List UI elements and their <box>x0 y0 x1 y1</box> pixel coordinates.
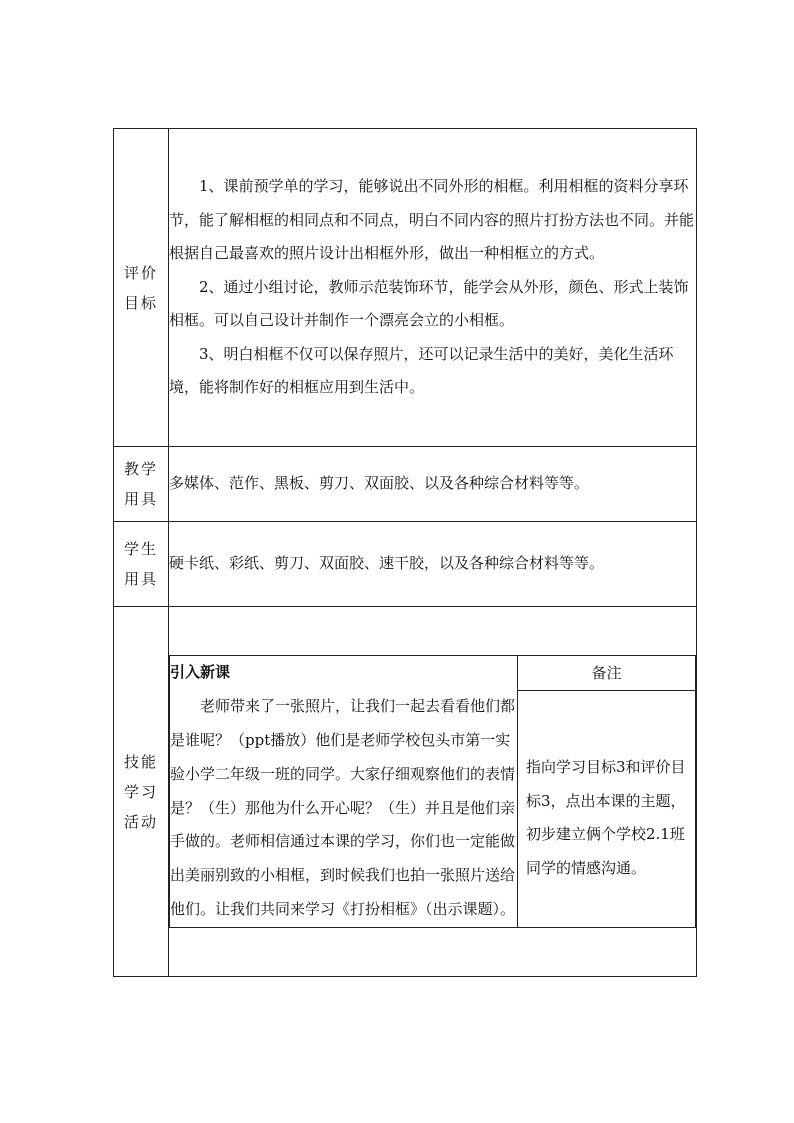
teaching-tools-label-line1: 教学 <box>123 460 158 478</box>
evaluation-content <box>169 129 697 447</box>
skills-heading: 引入新课 <box>170 663 231 682</box>
skills-label-line2: 学习 <box>123 782 158 801</box>
student-tools-label <box>114 522 169 607</box>
evaluation-paragraph-1: 1、课前预学单的学习，能够说出不同外形的相框。利用相框的资料分享环节，能了解相框的相同点和不同点，明白不同内容的照片打扮方法也不同。并能根据自己最喜欢的照片设计出相框外形，做出一种相框立的方式。 <box>169 177 695 263</box>
teaching-tools-text: 多媒体、范作、黑板、剪刀、双面胶、以及各种综合材料等等。 <box>169 474 590 493</box>
student-tools-text: 硬卡纸、彩纸、剪刀、双面胶、速干胶，以及各种综合材料等等。 <box>169 554 605 573</box>
teaching-tools-label <box>114 447 169 522</box>
student-tools-row <box>114 522 697 607</box>
evaluation-row <box>114 129 697 447</box>
evaluation-label-line1: 评价 <box>123 263 158 282</box>
evaluation-paragraph-3: 3、明白相框不仅可以保存照片，还可以记录生活中的美好，美化生活环境，能将制作好的相框应用到生活中。 <box>169 344 674 397</box>
evaluation-label-line2: 目标 <box>123 293 158 312</box>
evaluation-label <box>114 129 169 447</box>
note-column <box>518 656 696 927</box>
teaching-tools-label-line2: 用具 <box>123 490 158 508</box>
skills-inner-table <box>169 655 696 927</box>
student-tools-label-line1: 学生 <box>123 540 158 558</box>
skills-row <box>114 607 697 977</box>
note-body: 指向学习目标3和评价目标3，点出本课的主题，初步建立俩个学校2.1班同学的情感沟通。 <box>526 758 686 877</box>
student-tools-label-line2: 用具 <box>123 570 158 588</box>
teaching-tools-row <box>114 447 697 522</box>
student-tools-content <box>169 522 697 607</box>
evaluation-paragraph-2: 2、通过小组讨论，教师示范装饰环节，能学会从外形，颜色、形式上装饰相框。可以自己设计并制作一个漂亮会立的小相框。 <box>169 277 689 330</box>
skills-body: 老师带来了一张照片，让我们一起去看看他们都是谁呢？（ppt播放）他们是老师学校包头市第一实验小学二年级一班的同学。大家仔细观察他们的表情是？（生）那他为什么开心呢？（生）并且是他们亲手做的。老师相信通过本课的学习，你们也一定能做出美丽别致的小相框，到时候我们也拍一张照片送给他们。让我们共同来学习《打扮相框》（出示课题）。 <box>170 697 516 918</box>
skills-cell <box>169 607 697 977</box>
skills-label-line3: 活动 <box>123 812 158 831</box>
note-header: 备注 <box>518 656 695 691</box>
skills-label-line1: 技能 <box>123 752 158 771</box>
skills-label <box>114 607 169 977</box>
skills-main-content <box>170 656 518 927</box>
teaching-tools-content <box>169 447 697 522</box>
lesson-plan-table <box>113 128 697 977</box>
